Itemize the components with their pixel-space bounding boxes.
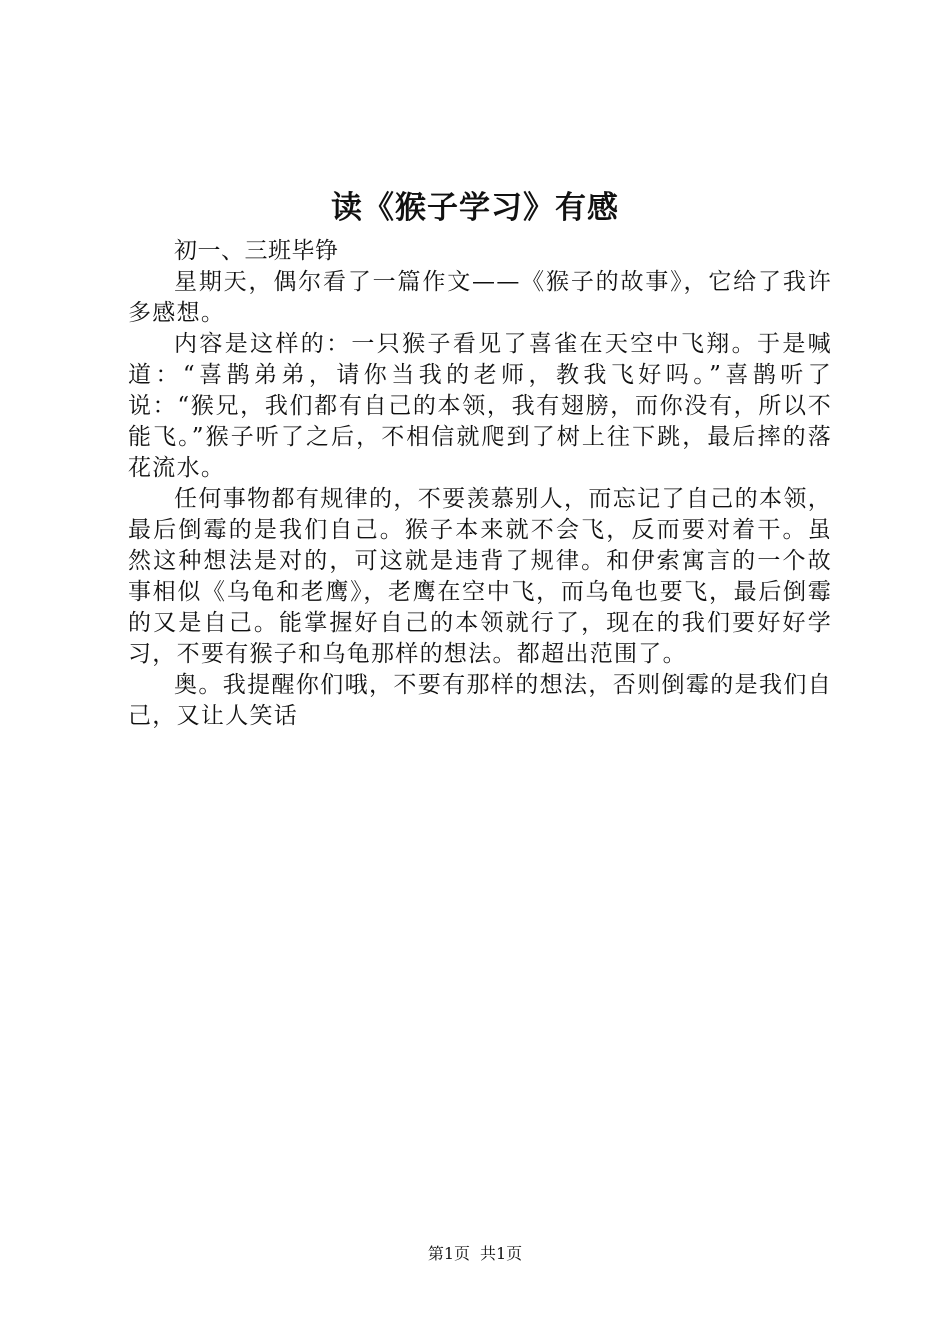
- page-total: 共1页: [480, 1244, 523, 1263]
- paragraph-4: 奥。我提醒你们哦，不要有那样的想法，否则倒霉的是我们自己，又让人笑话: [128, 672, 832, 729]
- document-title: 读《猴子学习》有感: [331, 190, 619, 226]
- paragraph-1: 星期天，偶尔看了一篇作文——《猴子的故事》，它给了我许多感想。: [128, 269, 832, 326]
- paragraph-2: 内容是这样的：一只猴子看见了喜雀在天空中飞翔。于是喊道：“喜鹊弟弟，请你当我的老师，教我飞好吗。”喜鹊听了说：“猴兄，我们都有自己的本领，我有翅膀，而你没有，所以不能飞。”猴子听了之后，不相信就爬到了树上往下跳，最后摔的落花流水。: [128, 331, 832, 481]
- page-number: 第1页: [427, 1244, 470, 1263]
- page-footer: [0, 1243, 950, 1265]
- paragraph-3: 任何事物都有规律的，不要羡慕别人，而忘记了自己的本领，最后倒霉的是我们自己。猴子本来就不会飞，反而要对着干。虽然这种想法是对的，可这就是违背了规律。和伊索寓言的一个故事相似《乌龟和老鹰》，老鹰在空中飞，而乌龟也要飞，最后倒霉的又是自己。能掌握好自己的本领就行了，现在的我们要好好学习，不要有猴子和乌龟那样的想法。都超出范围了。: [128, 486, 832, 667]
- author-line: 初一、三班毕铮: [174, 238, 339, 264]
- document-body: [128, 236, 832, 732]
